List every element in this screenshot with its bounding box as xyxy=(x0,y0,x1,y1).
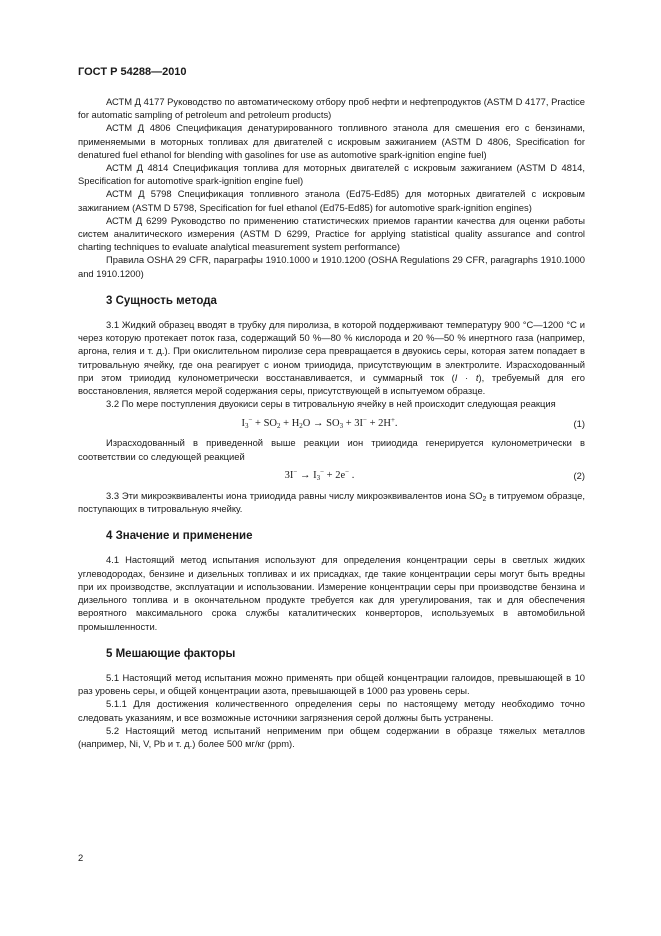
reference-astm-d4177: АСТМ Д 4177 Руководство по автоматическому отбору проб нефти и нефтепродуктов (ASTM D 4177, Practice for automatic sampling of petroleum and petroleum products) xyxy=(78,96,585,121)
reference-osha: Правила OSHA 29 CFR, параграфы 1910.1000 и 1910.1200 (OSHA Regulations 29 CFR, paragraphs 1910.1000 and 1910.1200) xyxy=(78,254,585,279)
eq1-2h: + 2H xyxy=(366,417,391,429)
eq1-end: . xyxy=(394,417,398,429)
eq1-iodine: I xyxy=(241,417,245,429)
eq2-arrow: → I xyxy=(297,470,317,482)
eq1-iodine-sub: 3 xyxy=(244,421,249,430)
section-5-heading: 5 Мешающие факторы xyxy=(106,647,236,660)
paragraph-3-2b: Израсходованный в приведенной выше реакции ион трииодида генерируется кулонометрически в соответствии со следующей реакцией xyxy=(78,437,585,462)
paragraph-3-1-part-a: 3.1 Жидкий образец вводят в трубку для пиролиза, в которой поддерживают температуру 900 °С—1200 °С и через которую протекает поток газа, содержащий 50 %—80 % кислорода и 20 %—50 % инертного газа (например, аргона, гелия и т. д.). При окислительном пиролизе сера превращается в двуокись серы, которая затем попадает в титровальную ячейку, где она реагирует с ионом трииодида, присутствующим в электролите. Израсходованный при этом трииодид кулонометрически восстанавливается, и суммарный ток ( xyxy=(78,319,585,383)
reference-astm-d5798: АСТМ Д 5798 Спецификация топливного этанола (Ed75-Ed85) для моторных двигателей с искровым зажиганием (ASTM D 5798, Specification for fuel ethanol (Ed75-Ed85) for automotive spark-ignition engines) xyxy=(78,188,585,213)
paragraph-5-1-1: 5.1.1 Для достижения количественного определения серы по настоящему методу необходимо точно следовать указаниям, и все возможные источники загрязнения серой должны быть устранены. xyxy=(78,698,585,723)
eq2-lhs: 3I xyxy=(284,470,294,482)
paragraph-4-1: 4.1 Настоящий метод испытания используют для определения концентрации серы в светлых жидких углеводородах, бензине и дизельных топливах и их присадках, где такие концентрации серы могут быть вредны при их производстве, эксплуатации и использовании. Измерение концентрации серы при производстве бензина и дизельного топлива и в окончательном продукте требуется как для урегулирования, так и для обеспечения вероятного максимального срока службы каталитических конверторов, используемых в автомобильной промышленности. xyxy=(78,554,585,632)
eq1-so: + SO xyxy=(252,417,278,429)
paragraph-3-3-part-b: в титруемом образце, поступающих в титровальную ячейку. xyxy=(78,489,585,515)
equation-2-expression xyxy=(78,469,561,482)
equation-1-number: (1) xyxy=(573,417,585,429)
paragraph-3-3-sub: 2 xyxy=(482,495,487,503)
paragraph-3-3-part-a: 3.3 Эти микроэквиваленты иона трииодида равны числу микроэквивалентов иона SO xyxy=(106,489,483,501)
document-header: ГОСТ Р 54288—2010 xyxy=(78,66,187,78)
eq2-i-sub: 3 xyxy=(316,474,321,483)
current-time-product: I · t xyxy=(454,371,479,383)
eq1-iodine-sup: − xyxy=(248,415,253,424)
section-4-heading: 4 Значение и применение xyxy=(106,530,253,543)
equation-2 xyxy=(78,463,585,489)
eq2-i-sup: − xyxy=(320,468,325,477)
eq1-i-minus: − xyxy=(362,415,367,424)
eq2-lhs-sup: − xyxy=(293,468,298,477)
paragraph-3-1 xyxy=(78,318,585,397)
eq1-h: + H xyxy=(280,417,300,429)
equation-1 xyxy=(78,410,585,436)
page-number: 2 xyxy=(78,852,84,863)
eq1-so3-sub: 3 xyxy=(339,421,344,430)
eq1-3i: + 3I xyxy=(343,417,363,429)
paragraph-3-2: 3.2 По мере поступления двуокиси серы в титровальную ячейку в ней происходит следующая реакция xyxy=(106,398,556,410)
eq2-electron: + 2e xyxy=(324,470,346,482)
equation-1-expression xyxy=(78,417,561,430)
equation-2-number: (2) xyxy=(573,470,585,482)
document-body xyxy=(78,95,585,750)
paragraph-3-3 xyxy=(78,489,585,515)
paragraph-5-2: 5.2 Настоящий метод испытаний неприменим при общем содержании в образце тяжелых металлов (например, Ni, V, Pb и т. д.) более 500 мг/кг (ppm). xyxy=(78,724,585,749)
eq1-h-plus: + xyxy=(390,415,395,424)
eq1-arrow-so: O → SO xyxy=(302,417,340,429)
section-3-heading: 3 Сущность метода xyxy=(106,294,217,307)
paragraph-3-1-part-b: ), требуемый для его восстановления, является мерой содержания серы, присутствующей в испытуемом образце. xyxy=(78,371,585,397)
eq1-so2-sub: 2 xyxy=(277,421,281,430)
eq2-end: . xyxy=(349,470,355,482)
reference-astm-d4806: АСТМ Д 4806 Спецификация денатурированного топливного этанола для смешения его с бензинами, применяемыми в моторных топливах для двигателей с искровым зажиганием (ASTM D 4806, Specification for denatured fuel ethanol for blending with gasolines for use as automotive spark-ignition engine fuel) xyxy=(78,122,585,160)
paragraph-5-1: 5.1 Настоящий метод испытания можно применять при общей концентрации галоидов, превышающей в 10 раз уровень серы, и общей концентрации азота, превышающей в 1000 раз уровень серы. xyxy=(78,671,585,697)
eq2-electron-sup: − xyxy=(345,468,350,477)
reference-astm-d6299: АСТМ Д 6299 Руководство по применению статистических приемов гарантии качества для оценки работы систем аналитического измерения (ASTM D 6299, Practice for applying statistical quality assurance and control charting techniques to evaluate analytical measurement system performance) xyxy=(78,214,585,253)
eq1-h2o-sub: 2 xyxy=(299,421,303,430)
reference-astm-d4814: АСТМ Д 4814 Спецификация топлива для моторных двигателей с искровым зажиганием (ASTM D 4814, Specification for automotive spark-ignition engine fuel) xyxy=(78,162,585,187)
